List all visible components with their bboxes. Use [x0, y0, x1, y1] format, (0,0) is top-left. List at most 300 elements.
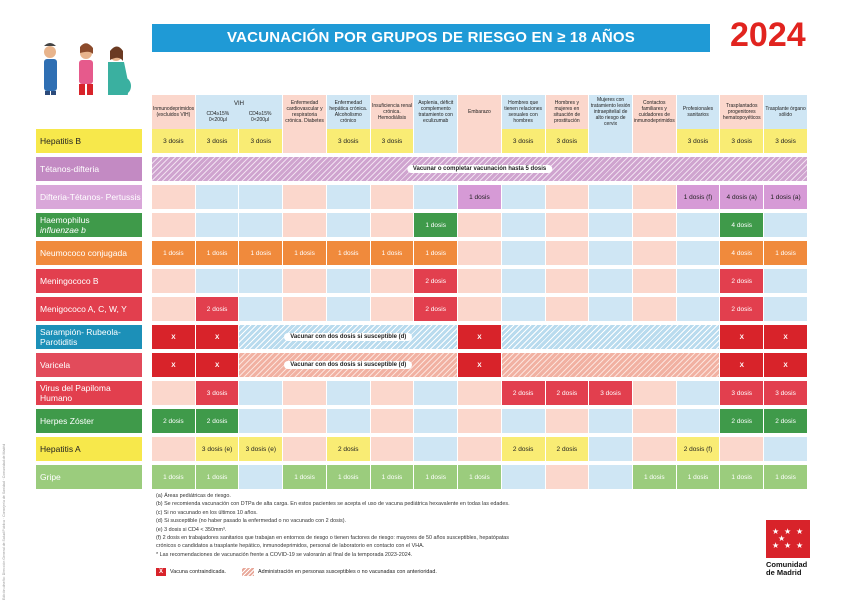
- dose-cell: [152, 269, 196, 297]
- dose-label: 2 dosis: [425, 277, 446, 285]
- dose-label: 3 dosis: [206, 389, 228, 397]
- dose-label: 1 dosis: [425, 249, 446, 257]
- dose-label: 1 dosis: [775, 473, 796, 481]
- column-header-label: Trasplante órgano sólido: [765, 106, 806, 118]
- logo-line-2: de Madrid: [766, 568, 802, 577]
- dose-cell: [458, 465, 502, 493]
- dose-cell: [152, 185, 196, 213]
- footnotes: [156, 492, 626, 559]
- contraindicated-cell: X: [196, 325, 240, 353]
- column-header: [764, 95, 808, 129]
- column-header: [283, 95, 327, 129]
- dose-cell: [677, 185, 721, 213]
- dose-label: 2 dosis: [731, 417, 753, 425]
- vih-sub-label: CD4≥15% 0<200μl: [248, 111, 272, 123]
- dose-cell: [327, 213, 371, 241]
- dose-label: 1 dosis: [469, 193, 490, 201]
- dose-cell: [371, 381, 415, 409]
- table-row: [36, 129, 808, 157]
- dose-cell: [677, 297, 721, 325]
- dose-cell: [458, 241, 502, 269]
- table-row: [36, 241, 808, 269]
- dose-cell: [371, 129, 415, 157]
- dose-cell: [458, 185, 502, 213]
- dose-label: 3 dosis: [775, 137, 796, 145]
- dose-cell: [502, 241, 546, 269]
- dose-label: 2 dosis: [206, 417, 228, 425]
- column-header: [371, 95, 415, 129]
- dose-cell: [327, 297, 371, 325]
- vaccine-name-label: Tétanos-difteria: [40, 164, 100, 174]
- vaccine-name-label: Herpes Zóster: [40, 416, 94, 426]
- dose-cell: [633, 465, 677, 493]
- dose-label: 2 dosis: [731, 277, 753, 285]
- dose-cell: [458, 129, 502, 157]
- column-header: [546, 95, 590, 129]
- dose-cell: [196, 129, 240, 157]
- footnote: (f) 2 dosis en trabajadores sanitarios que trabajan en entornos de riesgo o tienen factores de riesgo: mayores de 50 años susceptibles, hepatópatas: [156, 535, 510, 542]
- dose-cell: [414, 185, 458, 213]
- contraindicated-cell: X: [458, 325, 502, 353]
- dose-cell: [196, 437, 240, 465]
- vaccine-name: [36, 409, 152, 437]
- contraindicated-cell: X: [764, 325, 808, 353]
- dose-label: 1 dosis: [381, 473, 403, 481]
- dose-cell: [414, 409, 458, 437]
- vaccine-name: [36, 241, 152, 269]
- vaccine-name-label: Varicela: [40, 360, 71, 370]
- dose-cell: [502, 381, 546, 409]
- dose-cell: [239, 465, 283, 493]
- dose-cell: [720, 465, 764, 493]
- dose-cell: [589, 213, 633, 241]
- dose-cell: [283, 213, 327, 241]
- table-row: [36, 437, 808, 465]
- dose-cell: [239, 129, 283, 157]
- dose-label: 1 dosis (f): [683, 193, 713, 201]
- contraindicated-swatch: X: [156, 568, 166, 576]
- contraindicated-cell: X: [720, 353, 764, 381]
- column-header-label: Hombres que tienen relaciones sexuales con hombres: [504, 100, 543, 124]
- dose-cell: [720, 213, 764, 241]
- dose-label: 3 dosis: [775, 389, 796, 397]
- dose-cell: [720, 297, 764, 325]
- dose-cell: [458, 213, 502, 241]
- dose-cell: [196, 409, 240, 437]
- vaccine-name-label: Virus del Papiloma Humano: [40, 383, 111, 403]
- dose-cell: [764, 297, 808, 325]
- dose-cell: [589, 185, 633, 213]
- dose-cell: [414, 269, 458, 297]
- dose-cell: [283, 129, 327, 157]
- dose-cell: [589, 409, 633, 437]
- dose-cell: [677, 465, 721, 493]
- dose-cell: [546, 437, 590, 465]
- dose-cell: [239, 297, 283, 325]
- table-row: [36, 269, 808, 297]
- column-header-label: Contactos familiares y cuidadores de inmunodeprimidos: [633, 100, 675, 124]
- legend-hatched-label: Administración en personas susceptibles o no vacunadas con anterioridad.: [258, 569, 437, 575]
- dose-label: 4 dosis: [731, 221, 753, 229]
- hatched-span: [502, 353, 721, 381]
- legend-hatched: [242, 568, 437, 576]
- dose-cell: [283, 409, 327, 437]
- table-row: [36, 325, 808, 353]
- dose-cell: [196, 297, 240, 325]
- column-header-label: Profesionales sanitarios: [682, 106, 714, 118]
- dose-cell: [371, 409, 415, 437]
- hatched-span: [239, 325, 458, 353]
- dose-label: 1 dosis: [294, 473, 315, 481]
- dose-cell: [283, 297, 327, 325]
- dose-cell: [502, 213, 546, 241]
- dose-cell: [414, 437, 458, 465]
- vaccine-name: [36, 129, 152, 157]
- dose-cell: [720, 409, 764, 437]
- dose-cell: [414, 129, 458, 157]
- dose-label: 2 dosis (f): [683, 445, 713, 453]
- vaccine-name-label: Gripe: [40, 472, 61, 482]
- dose-label: 3 dosis (e): [245, 445, 276, 453]
- vaccine-name: [36, 381, 152, 409]
- dose-cell: [764, 465, 808, 493]
- column-header-label: Mujeres con tratamiento lesión intraepitelial de alto riesgo de cervix: [590, 97, 631, 127]
- dose-cell: [371, 437, 415, 465]
- vaccine-name: [36, 437, 152, 465]
- dose-cell: [633, 213, 677, 241]
- column-header-label: VIH: [233, 101, 244, 107]
- dose-cell: [633, 185, 677, 213]
- vaccine-name-label: Meningococo B: [40, 276, 99, 286]
- dose-cell: [502, 185, 546, 213]
- dose-cell: [327, 409, 371, 437]
- dose-cell: [546, 381, 590, 409]
- vaccine-name: [36, 213, 152, 241]
- dose-cell: [546, 409, 590, 437]
- column-header-label: Inmunodeprimidos (excluidos VIH): [153, 106, 195, 118]
- dose-cell: [546, 129, 590, 157]
- dose-cell: [371, 213, 415, 241]
- dose-cell: [720, 381, 764, 409]
- dose-cell: [152, 241, 196, 269]
- dose-cell: [327, 129, 371, 157]
- column-header-label: Hombres y mujeres en situación de prostitución: [553, 100, 581, 124]
- dose-cell: [764, 409, 808, 437]
- dose-cell: [633, 269, 677, 297]
- vaccine-name: [36, 157, 152, 185]
- column-header: [196, 95, 283, 129]
- span-note: Vacunar con dos dosis si susceptible (d): [284, 361, 412, 369]
- dose-label: 3 dosis (e): [201, 445, 233, 453]
- contraindicated-cell: X: [764, 353, 808, 381]
- dose-label: 1 dosis: [294, 249, 315, 257]
- dose-cell: [720, 241, 764, 269]
- dose-cell: [677, 437, 721, 465]
- column-header: [502, 95, 546, 129]
- dose-label: 2 dosis: [556, 445, 578, 453]
- dose-cell: [371, 465, 415, 493]
- dose-cell: [152, 409, 196, 437]
- dose-cell: [196, 269, 240, 297]
- dose-cell: [152, 381, 196, 409]
- dose-cell: [589, 297, 633, 325]
- column-header-label: Trasplantados progenitores hematopoyéticos: [722, 103, 761, 121]
- dose-label: 2 dosis: [337, 445, 359, 453]
- dose-cell: [327, 269, 371, 297]
- dose-cell: [633, 241, 677, 269]
- span-note: Vacunar con dos dosis si susceptible (d): [284, 333, 412, 341]
- hatch-swatch: [242, 568, 254, 576]
- dose-cell: [764, 213, 808, 241]
- dose-cell: [327, 437, 371, 465]
- dose-cell: [371, 269, 415, 297]
- dose-cell: [764, 241, 808, 269]
- dose-cell: [589, 129, 633, 157]
- dose-cell: [764, 381, 808, 409]
- dose-cell: [152, 465, 196, 493]
- dose-cell: [283, 465, 327, 493]
- dose-cell: [196, 465, 240, 493]
- dose-label: 3 dosis: [731, 137, 753, 145]
- hatched-span: [152, 157, 808, 185]
- dose-label: 1 dosis: [731, 473, 753, 481]
- column-header-label: Insuficiencia renal crónica. Hemodiálisis: [371, 103, 412, 121]
- vaccine-name: [36, 185, 152, 213]
- dose-cell: [502, 465, 546, 493]
- dose-label: 2 dosis: [512, 445, 534, 453]
- table-row: [36, 353, 808, 381]
- dose-cell: [546, 213, 590, 241]
- dose-cell: [720, 437, 764, 465]
- dose-cell: [720, 269, 764, 297]
- logo-line-1: Comunidad: [766, 560, 808, 569]
- dose-cell: [327, 381, 371, 409]
- dose-cell: [152, 129, 196, 157]
- dose-cell: [677, 269, 721, 297]
- dose-label: 1 dosis: [425, 221, 446, 229]
- column-header-label: Asplenia, déficit complemento tratamiento con eculizumab: [418, 100, 454, 124]
- dose-label: 1 dosis: [206, 249, 228, 257]
- dose-cell: [546, 185, 590, 213]
- footnote: (e) 3 dosis si CD4 < 350mm³.: [156, 526, 227, 533]
- dose-cell: [152, 297, 196, 325]
- dose-cell: [239, 213, 283, 241]
- table-row: [36, 157, 808, 185]
- dose-label: 4 dosis (a): [726, 193, 757, 201]
- dose-cell: [283, 185, 327, 213]
- dose-label: 3 dosis: [381, 137, 403, 145]
- hatched-span: [239, 353, 458, 381]
- dose-cell: [633, 409, 677, 437]
- dose-cell: [239, 185, 283, 213]
- dose-cell: [677, 409, 721, 437]
- contraindicated-cell: X: [458, 353, 502, 381]
- dose-cell: [633, 129, 677, 157]
- vaccination-table: [36, 95, 808, 493]
- dose-cell: [546, 297, 590, 325]
- dose-label: 3 dosis: [556, 137, 578, 145]
- dose-cell: [283, 437, 327, 465]
- dose-cell: [589, 465, 633, 493]
- dose-cell: [239, 409, 283, 437]
- dose-cell: [589, 381, 633, 409]
- dose-cell: [371, 241, 415, 269]
- dose-label: 1 dosis (a): [770, 193, 801, 201]
- dose-cell: [371, 185, 415, 213]
- dose-cell: [502, 129, 546, 157]
- vaccine-name: [36, 325, 152, 353]
- comunidad-madrid-logo: [766, 520, 816, 577]
- dose-cell: [239, 437, 283, 465]
- table-row: [36, 185, 808, 213]
- dose-label: 3 dosis: [512, 137, 534, 145]
- dose-cell: [414, 465, 458, 493]
- dose-cell: [327, 185, 371, 213]
- contraindicated-cell: X: [152, 353, 196, 381]
- dose-cell: [283, 269, 327, 297]
- dose-label: 1 dosis: [643, 473, 665, 481]
- dose-label: 3 dosis: [600, 389, 621, 397]
- dose-cell: [414, 213, 458, 241]
- page-title: VACUNACIÓN POR GRUPOS DE RIESGO EN ≥ 18 AÑOS: [152, 24, 710, 52]
- dose-cell: [239, 381, 283, 409]
- footnote: * Las recomendaciones de vacunación frente a COVID-19 se valorarán al final de la temporada 2023-2024.: [156, 551, 413, 558]
- column-header-label: Enfermedad cardiovascular y respiratoria crónica. Diabetes: [285, 100, 324, 124]
- dose-label: 1 dosis: [337, 249, 359, 257]
- dose-label: 2 dosis: [163, 417, 184, 425]
- dose-label: 3 dosis: [206, 137, 228, 145]
- dose-cell: [677, 241, 721, 269]
- dose-label: 3 dosis: [163, 137, 184, 145]
- madrid-flag-icon: ★ ★ ★ ★ ★ ★ ★: [766, 520, 810, 558]
- dose-label: 1 dosis: [425, 473, 446, 481]
- table-row: [36, 465, 808, 493]
- dose-cell: [458, 297, 502, 325]
- dose-cell: [458, 381, 502, 409]
- footnote: (c) Si no vacunado en los últimos 10 años.: [156, 509, 258, 516]
- dose-cell: [458, 409, 502, 437]
- dose-label: 3 dosis: [337, 137, 359, 145]
- dose-cell: [764, 129, 808, 157]
- dose-cell: [546, 241, 590, 269]
- dose-cell: [283, 381, 327, 409]
- corner-cell: [36, 95, 152, 129]
- column-header: [633, 95, 677, 129]
- dose-cell: [458, 437, 502, 465]
- table-row: [36, 381, 808, 409]
- dose-cell: [502, 297, 546, 325]
- vaccine-name-label: Haemophilus: [40, 215, 90, 225]
- dose-label: 3 dosis: [687, 137, 709, 145]
- dose-cell: [633, 297, 677, 325]
- dose-cell: [589, 241, 633, 269]
- dose-cell: [677, 381, 721, 409]
- year-label: 2024: [730, 16, 806, 54]
- dose-cell: [414, 381, 458, 409]
- dose-cell: [633, 437, 677, 465]
- hatched-span: [502, 325, 721, 353]
- contraindicated-cell: X: [720, 325, 764, 353]
- table-row: [36, 213, 808, 241]
- dose-cell: [152, 437, 196, 465]
- dose-label: 1 dosis: [687, 473, 709, 481]
- dose-cell: [196, 185, 240, 213]
- column-header: [327, 95, 371, 129]
- dose-cell: [502, 437, 546, 465]
- column-header-label: Enfermedad hepática crónica. Alcoholismo crónico: [329, 100, 368, 124]
- dose-label: 2 dosis: [206, 305, 228, 313]
- vaccine-name-label: Neumococo conjugada: [40, 248, 127, 258]
- dose-label: 1 dosis: [250, 249, 272, 257]
- vaccine-name: [36, 269, 152, 297]
- span-note: Vacunar o completar vacunación hasta 5 dosis: [407, 165, 552, 173]
- dose-cell: [546, 465, 590, 493]
- dose-cell: [152, 213, 196, 241]
- dose-label: 1 dosis: [337, 473, 359, 481]
- dose-cell: [502, 269, 546, 297]
- dose-cell: [546, 269, 590, 297]
- legend-contraindicated-label: Vacuna contraindicada.: [170, 569, 226, 575]
- dose-label: 2 dosis: [775, 417, 796, 425]
- dose-cell: [327, 241, 371, 269]
- dose-label: 1 dosis: [775, 249, 796, 257]
- dose-cell: [764, 185, 808, 213]
- dose-label: 2 dosis: [556, 389, 578, 397]
- dose-cell: [239, 241, 283, 269]
- contraindicated-cell: X: [196, 353, 240, 381]
- dose-cell: [458, 269, 502, 297]
- dose-cell: [677, 129, 721, 157]
- dose-label: 2 dosis: [425, 305, 446, 313]
- vaccine-name-label: Difteria-Tétanos- Pertussis: [40, 192, 141, 202]
- dose-label: 3 dosis: [250, 137, 272, 145]
- column-header: [458, 95, 502, 129]
- vaccine-name: [36, 297, 152, 325]
- dose-cell: [414, 241, 458, 269]
- vaccine-name-label: Sarampión- Rubeola-Parotiditis: [40, 327, 121, 347]
- footnote: (d) Si susceptible (no haber pasado la enfermedad o no vacunado con 2 dosis).: [156, 518, 346, 525]
- vaccine-name-label: Hepatitis B: [40, 136, 82, 146]
- dose-cell: [764, 437, 808, 465]
- dose-label: 2 dosis: [731, 305, 753, 313]
- dose-cell: [196, 213, 240, 241]
- dose-cell: [589, 437, 633, 465]
- dose-cell: [589, 269, 633, 297]
- table-row: [36, 297, 808, 325]
- column-header-label: Embarazo: [468, 109, 491, 115]
- contraindicated-cell: X: [152, 325, 196, 353]
- vaccine-name: [36, 353, 152, 381]
- dose-cell: [283, 241, 327, 269]
- dose-label: 1 dosis: [163, 473, 184, 481]
- dose-cell: [764, 269, 808, 297]
- dose-cell: [196, 241, 240, 269]
- footnote: (a) Áreas pediátricas de riesgo.: [156, 493, 231, 499]
- vih-sub-label: CD4≥15% 0<200μl: [206, 111, 230, 123]
- dose-cell: [414, 297, 458, 325]
- dose-cell: [633, 381, 677, 409]
- column-header: [152, 95, 196, 129]
- vaccine-name: [36, 465, 152, 493]
- side-credit: Edición diseño: Dirección General de Salud Pública · Consejería de Sanidad · Comunidad de Madrid: [2, 443, 6, 600]
- vaccine-name-label: Menigococo A, C, W, Y: [40, 304, 127, 314]
- dose-label: 1 dosis: [163, 249, 184, 257]
- legend-contraindicated: [156, 568, 226, 576]
- vaccine-name-sub: influenzae b: [40, 225, 86, 235]
- dose-cell: [196, 381, 240, 409]
- footnote: (b) Se recomienda vacunación con DTPa de alta carga. En estos pacientes se acepta el uso de vacuna pediátrica hexavalente en todas las edades.: [156, 501, 510, 508]
- column-header: [677, 95, 721, 129]
